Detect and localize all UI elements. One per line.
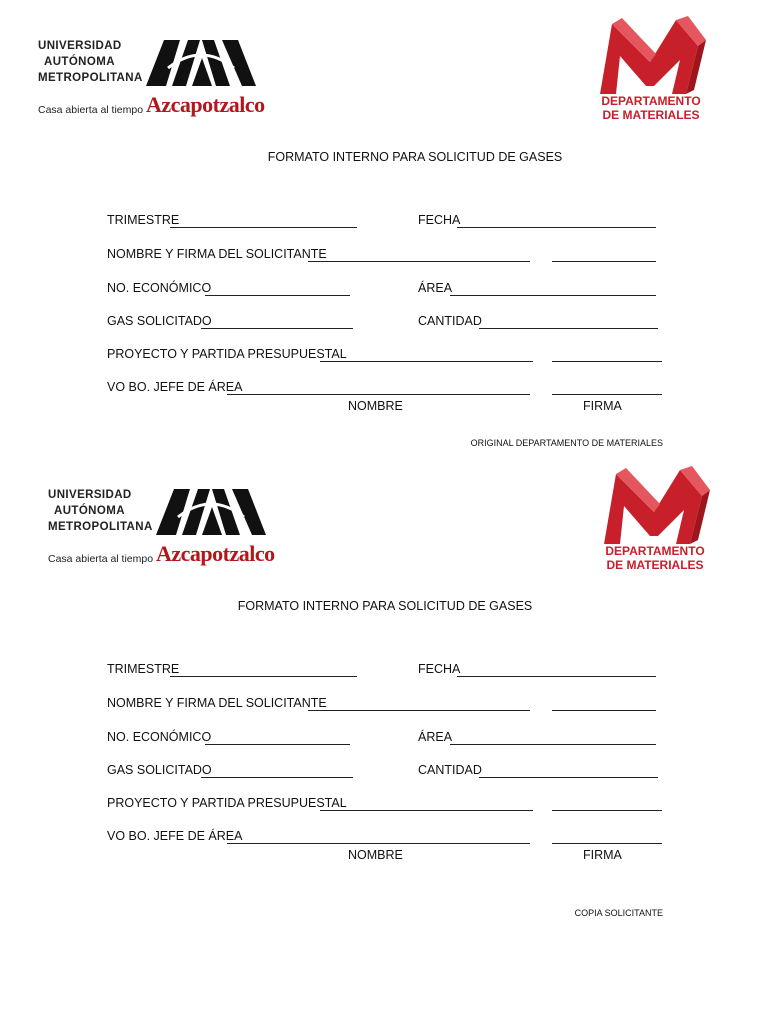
no-economico-label: NO. ECONÓMICO <box>107 730 212 744</box>
departamento-name <box>596 544 714 572</box>
uam-logo-text <box>38 38 158 86</box>
vobo-firma-field[interactable] <box>552 843 662 844</box>
no-economico-field[interactable] <box>205 744 350 745</box>
vobo-label: VO BO. JEFE DE ÁREA <box>107 829 243 843</box>
form-original <box>0 0 770 470</box>
gas-label: GAS SOLICITADO <box>107 314 212 328</box>
area-label: ÁREA <box>418 730 453 744</box>
uam-tagline: Casa abierta al tiempo <box>48 553 154 565</box>
fecha-field[interactable] <box>457 676 656 677</box>
area-label: ÁREA <box>418 281 453 295</box>
no-economico-label: NO. ECONÓMICO <box>107 281 212 295</box>
uam-campus: Azcapotzalco <box>156 541 275 566</box>
no-economico-field[interactable] <box>205 295 350 296</box>
trimestre-field[interactable] <box>170 227 357 228</box>
fecha-label: FECHA <box>418 213 461 227</box>
vobo-label: VO BO. JEFE DE ÁREA <box>107 380 243 394</box>
area-field[interactable] <box>450 295 656 296</box>
trimestre-label: TRIMESTRE <box>107 213 180 227</box>
vobo-firma-field[interactable] <box>552 394 662 395</box>
cantidad-field[interactable] <box>479 328 658 329</box>
firma-caption: FIRMA <box>583 848 622 862</box>
materiales-m-icon <box>590 16 712 96</box>
firma-solicitante-field[interactable] <box>552 261 656 262</box>
firma-solicitante-field[interactable] <box>552 710 656 711</box>
vobo-nombre-field[interactable] <box>227 843 530 844</box>
form-copia <box>0 449 770 919</box>
form-title: FORMATO INTERNO PARA SOLICITUD DE GASES <box>237 599 533 613</box>
uam-campus: Azcapotzalco <box>146 92 265 117</box>
area-field[interactable] <box>450 744 656 745</box>
departamento-line1: DEPARTAMENTO <box>601 94 701 108</box>
proyecto-extra-field[interactable] <box>552 810 662 811</box>
nombre-firma-label: NOMBRE Y FIRMA DEL SOLICITANTE <box>107 696 327 710</box>
uam-line3: METROPOLITANA <box>38 72 143 84</box>
proyecto-label: PROYECTO Y PARTIDA PRESUPUESTAL <box>107 347 347 361</box>
copy-label: ORIGINAL DEPARTAMENTO DE MATERIALES <box>470 438 663 448</box>
uam-emblem-icon <box>146 38 256 88</box>
departamento-logo <box>590 16 712 122</box>
proyecto-label: PROYECTO Y PARTIDA PRESUPUESTAL <box>107 796 347 810</box>
uam-logo-text <box>48 487 168 535</box>
departamento-name <box>592 94 710 122</box>
form-title: FORMATO INTERNO PARA SOLICITUD DE GASES <box>267 150 563 164</box>
cantidad-field[interactable] <box>479 777 658 778</box>
gas-label: GAS SOLICITADO <box>107 763 212 777</box>
cantidad-label: CANTIDAD <box>418 763 482 777</box>
vobo-nombre-field[interactable] <box>227 394 530 395</box>
cantidad-label: CANTIDAD <box>418 314 482 328</box>
nombre-caption: NOMBRE <box>348 848 403 862</box>
uam-line1: UNIVERSIDAD <box>38 40 122 52</box>
uam-emblem-icon <box>156 487 266 537</box>
departamento-line2: DE MATERIALES <box>602 108 700 122</box>
proyecto-field[interactable] <box>320 361 533 362</box>
uam-line2: AUTÓNOMA <box>54 505 125 517</box>
materiales-m-icon <box>594 466 716 546</box>
uam-line2: AUTÓNOMA <box>44 56 115 68</box>
departamento-logo <box>594 466 716 572</box>
nombre-firma-label: NOMBRE Y FIRMA DEL SOLICITANTE <box>107 247 327 261</box>
copy-label: COPIA SOLICITANTE <box>574 908 663 918</box>
trimestre-field[interactable] <box>170 676 357 677</box>
departamento-line1: DEPARTAMENTO <box>605 544 705 558</box>
proyecto-field[interactable] <box>320 810 533 811</box>
uam-line3: METROPOLITANA <box>48 521 153 533</box>
gas-field[interactable] <box>201 777 353 778</box>
departamento-line2: DE MATERIALES <box>606 558 704 572</box>
nombre-solicitante-field[interactable] <box>308 710 530 711</box>
nombre-caption: NOMBRE <box>348 399 403 413</box>
proyecto-extra-field[interactable] <box>552 361 662 362</box>
uam-tagline: Casa abierta al tiempo <box>38 104 144 116</box>
fecha-label: FECHA <box>418 662 461 676</box>
trimestre-label: TRIMESTRE <box>107 662 180 676</box>
uam-line1: UNIVERSIDAD <box>48 489 132 501</box>
nombre-solicitante-field[interactable] <box>308 261 530 262</box>
firma-caption: FIRMA <box>583 399 622 413</box>
gas-field[interactable] <box>201 328 353 329</box>
fecha-field[interactable] <box>457 227 656 228</box>
